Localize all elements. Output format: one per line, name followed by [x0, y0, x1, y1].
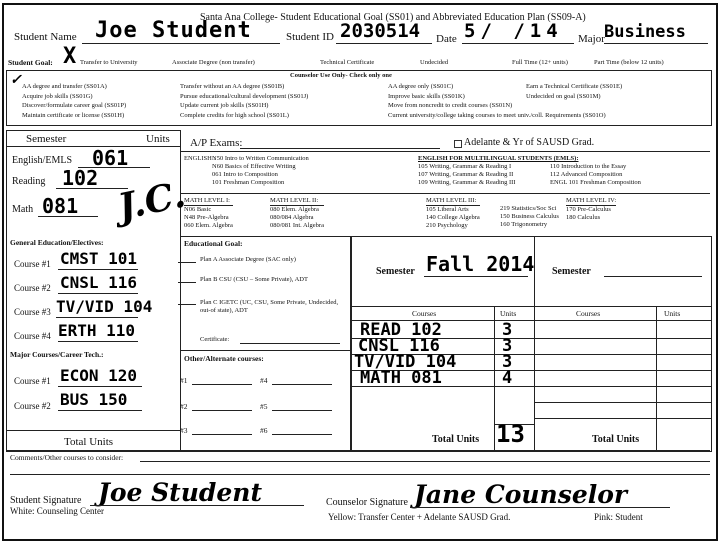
goal-option-transfer[interactable]: Transfer to University — [80, 59, 138, 66]
plan-row-1-units[interactable]: 3 — [502, 320, 513, 340]
math-level-4 — [566, 197, 616, 222]
major-label: Major — [578, 33, 605, 45]
ge-course-2-label: Course #2 — [14, 283, 51, 293]
goal-option-parttime[interactable]: Part Time (below 12 units) — [594, 59, 664, 66]
english-levels-label: ENGLISH : — [184, 155, 216, 162]
counselor-col-4 — [526, 82, 622, 101]
math-course[interactable]: 180 Calculus — [566, 214, 601, 221]
student-signature: Joe Student — [98, 478, 263, 507]
math-level-3b — [500, 205, 559, 229]
emls-course[interactable]: 105 Writing, Grammar & Reading I — [418, 163, 512, 170]
ge-course-3-label: Course #3 — [14, 307, 51, 317]
ge-course-3-value[interactable]: TV/VID 104 — [56, 297, 153, 316]
edu-goal-heading: Educational Goal: — [184, 239, 243, 248]
left-units-label: Units — [146, 133, 170, 145]
plan-courses-header: Courses — [412, 309, 437, 318]
math-course[interactable]: 080/081 Int. Algebra — [270, 222, 324, 229]
math-course[interactable]: 080 Elem. Algebra — [270, 206, 319, 213]
goal-option-fulltime[interactable]: Full Time (12+ units) — [512, 59, 568, 66]
math-course[interactable]: 170 Pre-Calculus — [566, 206, 611, 213]
student-id-label: Student ID — [286, 31, 334, 43]
math-value[interactable]: 081 — [42, 194, 79, 218]
english-course[interactable]: 101 Freshman Composition — [212, 179, 285, 186]
alt-slot-4: #4 — [260, 376, 268, 385]
white-copy-label: White: Counseling Center — [10, 506, 104, 516]
math-level-3 — [426, 197, 480, 230]
math-label: Math — [12, 204, 34, 215]
goal-code[interactable]: Transfer without an AA degree (SS01B) — [180, 83, 285, 90]
emls-course[interactable]: 107 Writing, Grammar & Reading II — [418, 171, 514, 178]
reading-label: Reading — [12, 176, 46, 187]
counselor-signature: Jane Counselor — [414, 480, 628, 509]
certificate-label: Certificate: — [200, 336, 230, 343]
english-course[interactable]: 061 Intro to Composition — [212, 171, 278, 178]
counselor-check-mark: ✓ — [10, 72, 22, 88]
student-id-value[interactable]: 2030514 — [340, 20, 421, 42]
goal-option-associate[interactable]: Associate Degree (non transfer) — [172, 59, 255, 66]
alt-courses-heading: Other/Alternate courses: — [184, 354, 264, 363]
goal-option-technical[interactable]: Technical Certificate — [320, 59, 375, 66]
goal-code[interactable]: Discover/formulate career goal (SS01P) — [22, 102, 127, 109]
english-value[interactable]: 061 — [92, 146, 129, 170]
goal-code[interactable]: Current university/college taking courses to meet univ./coll. Requirements (SS01O) — [388, 111, 606, 119]
goal-code[interactable]: Maintain certificate or license (SS01H) — [22, 111, 125, 119]
plan2-units-header: Units — [664, 309, 681, 318]
reading-value[interactable]: 102 — [62, 166, 99, 190]
plan-row-4-units[interactable]: 4 — [502, 368, 513, 388]
plan-row-1-course[interactable]: READ 102 — [360, 320, 442, 340]
plan-row-2-course[interactable]: CNSL 116 — [358, 336, 440, 356]
plan-row-3-units[interactable]: 3 — [502, 352, 513, 372]
english-label: English/EMLS — [12, 155, 73, 166]
student-goal-label: Student Goal: — [8, 58, 53, 67]
goal-code[interactable]: Acquire job skills (SS01G) — [22, 92, 93, 100]
alt-slot-3: #3 — [180, 426, 188, 435]
adelante-checkbox[interactable] — [454, 140, 462, 148]
plan-row-2-units[interactable]: 3 — [502, 336, 513, 356]
plan-row-4-course[interactable]: MATH 081 — [360, 368, 442, 388]
math-course[interactable]: N06 Basic — [184, 206, 212, 213]
ge-heading: General Education/Electives: — [10, 238, 104, 247]
ap-exams-label: A/P Exams: — [190, 137, 243, 149]
pink-copy-label: Pink: Student — [594, 512, 643, 522]
major-course-2-value[interactable]: BUS 150 — [60, 390, 128, 409]
plan-units-header: Units — [500, 309, 517, 318]
ge-course-2-value[interactable]: CNSL 116 — [60, 273, 138, 292]
student-name-label: Student Name — [14, 31, 77, 43]
plan-c-option[interactable]: Plan C IGETC (UC, CSU, Some Private, Undecided, out-of state), ADT — [200, 299, 339, 314]
math-course[interactable]: N48 Pre-Algebra — [184, 214, 229, 221]
plan-semester-value[interactable]: Fall 2014 — [426, 252, 535, 276]
plan-semester-label: Semester — [376, 266, 415, 277]
math-level-3-title: MATH LEVEL III: — [426, 197, 480, 206]
date-value[interactable]: 5/ /14 — [464, 20, 563, 42]
math-level-4-title: MATH LEVEL IV: — [566, 197, 617, 204]
goal-code[interactable]: Move from noncredit to credit courses (SS01N) — [388, 102, 513, 109]
form-title: Santa Ana College- Student Educational Goal (SS01) and Abbreviated Education Plan (SS09-A) — [200, 12, 586, 23]
adelante-label: Adelante & Yr of SAUSD Grad. — [464, 137, 595, 148]
plan2-total-units-label: Total Units — [592, 434, 640, 445]
math-course[interactable]: 160 Trigonometry — [500, 221, 548, 228]
math-level-1 — [184, 197, 233, 230]
goal-option-undecided[interactable]: Undecided — [420, 59, 449, 66]
emls-course[interactable]: 110 Introduction to the Essay — [550, 163, 627, 170]
plan-total-units-value[interactable]: 13 — [496, 420, 525, 448]
counselor-col-2 — [180, 82, 308, 120]
yellow-copy-label: Yellow: Transfer Center + Adelante SAUSD Grad. — [328, 512, 511, 522]
goal-code[interactable]: Pursue educational/cultural development (SS01J) — [180, 92, 309, 100]
english-course[interactable]: N60 Basics of Effective Writing — [212, 163, 296, 170]
goal-code[interactable]: AA degree only (SS01C) — [388, 83, 454, 90]
left-total-units-label: Total Units — [64, 436, 114, 448]
math-course[interactable]: 060 Elem. Algebra — [184, 222, 233, 229]
math-course[interactable]: 080/084 Algebra — [270, 214, 314, 221]
alt-slot-1: #1 — [180, 376, 188, 385]
emls-course[interactable]: 112 Advanced Composition — [550, 171, 623, 178]
plan-b-option[interactable]: Plan B CSU (CSU – Some Private), ADT — [200, 276, 308, 283]
goal-code[interactable]: Update current job skills (SS01H) — [180, 102, 269, 109]
math-course[interactable]: 210 Psychology — [426, 222, 468, 229]
goal-code[interactable]: Improve basic skills (SS01K) — [388, 92, 465, 100]
alt-slot-6: #6 — [260, 426, 268, 435]
emls-col-2 — [550, 163, 641, 187]
major-course-1-value[interactable]: ECON 120 — [60, 366, 138, 385]
ge-course-1-value[interactable]: CMST 101 — [60, 249, 138, 268]
emls-col-1 — [418, 163, 515, 187]
math-level-2 — [270, 197, 324, 230]
goal-x-mark: X — [63, 44, 77, 69]
major-course-2-label: Course #2 — [14, 401, 51, 411]
goal-code[interactable]: Complete credits for high school (SS01L) — [180, 111, 289, 119]
goal-code[interactable]: AA degree and transfer (SS01A) — [22, 83, 107, 90]
ge-course-1-label: Course #1 — [14, 259, 51, 269]
major-value[interactable]: Business — [604, 22, 686, 42]
counselor-col-1 — [22, 82, 126, 120]
emls-course[interactable]: ENGL 101 Freshman Composition — [550, 179, 641, 186]
emls-course[interactable]: 109 Writing, Grammar & Reading III — [418, 179, 516, 186]
alt-slot-2: #2 — [180, 402, 188, 411]
comments-label: Comments/Other courses to consider: — [10, 453, 124, 462]
goal-code[interactable]: Earn a Technical Certificate (SS01E) — [526, 83, 623, 90]
counselor-use-heading: Counselor Use Only- Check only one — [290, 72, 392, 79]
left-semester-label: Semester — [26, 133, 67, 145]
plan-total-units-label: Total Units — [432, 434, 480, 445]
student-signature-label: Student Signature — [10, 495, 82, 506]
edu-goal-box — [180, 236, 352, 452]
plan-semester2-label: Semester — [552, 266, 591, 277]
student-name-value[interactable]: Joe Student — [95, 18, 252, 43]
alt-slot-5: #5 — [260, 402, 268, 411]
emls-heading: ENGLISH FOR MULTILINGUAL STUDENTS (EMLS): — [418, 155, 579, 162]
counselor-signature-label: Counselor Signature — [326, 497, 408, 508]
english-courses-list — [212, 155, 309, 187]
math-level-1-title: MATH LEVEL I: — [184, 197, 233, 206]
plan2-courses-header: Courses — [576, 309, 601, 318]
math-course[interactable]: 150 Business Calculus — [500, 213, 559, 220]
plan-row-3-course[interactable]: TV/VID 104 — [354, 352, 457, 372]
major-course-1-label: Course #1 — [14, 376, 51, 386]
ge-course-4-value[interactable]: ERTH 110 — [58, 321, 136, 340]
counselor-initials: J.C. — [114, 173, 189, 229]
math-course[interactable]: 140 College Algebra — [426, 214, 480, 221]
ge-course-4-label: Course #4 — [14, 331, 51, 341]
date-label: Date — [436, 33, 457, 45]
english-course[interactable]: N50 Intro to Written Communication — [212, 155, 309, 162]
goal-code[interactable]: Undecided on goal (SS01M) — [526, 92, 601, 100]
major-courses-heading: Major Courses/Career Tech.: — [10, 350, 104, 359]
plan-a-option[interactable]: Plan A Associate Degree (SAC only) — [200, 256, 296, 263]
math-level-2-title: MATH LEVEL II: — [270, 197, 324, 206]
math-course[interactable]: 105 Liberal Arts — [426, 206, 469, 213]
math-course[interactable]: 219 Statistics/Soc Sci — [500, 205, 557, 212]
